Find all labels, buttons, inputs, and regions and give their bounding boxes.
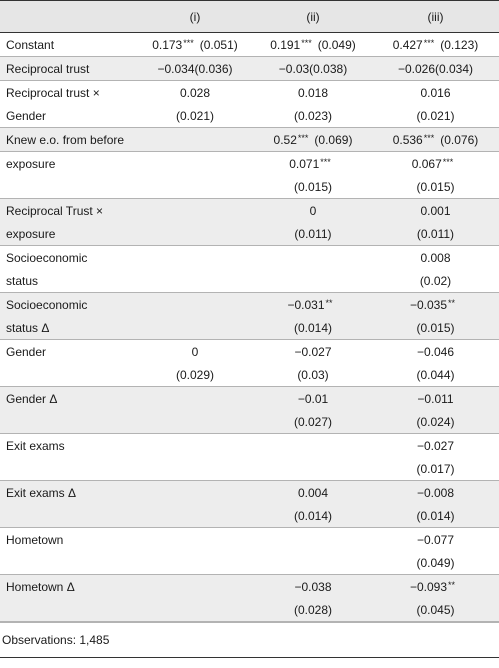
coefficient-cell [372, 598, 499, 622]
coefficient-cell [254, 175, 372, 199]
estimate-value: (0.021) [416, 108, 455, 123]
coefficient-cell [136, 104, 254, 128]
significance-stars: ** [325, 297, 333, 308]
row-label: Reciprocal Trust × [6, 203, 104, 218]
row-label: status Δ [0, 316, 136, 340]
coefficient-cell [254, 33, 372, 57]
header-cell-model-i: (i) [136, 1, 254, 33]
coefficient-cell [372, 175, 499, 199]
observations-note: Observations: 1,485 [0, 622, 499, 658]
estimate-value: −0.035 [409, 297, 448, 312]
estimate-value: (0.014) [416, 508, 455, 523]
coefficient-cell [136, 575, 254, 599]
row-label: Knew e.o. from before [0, 128, 136, 152]
coefficient-cell [254, 434, 372, 458]
estimate-value: −0.027 [294, 344, 332, 359]
coefficient-cell [254, 340, 372, 364]
estimate-value: (0.049) [416, 555, 455, 570]
estimate-value: (0.045) [416, 602, 455, 617]
coefficient-cell [136, 175, 254, 199]
table-row [0, 598, 499, 622]
standard-error-value: (0.051) [199, 37, 238, 52]
estimate-value: −0.026 [397, 61, 435, 76]
row-label: exposure [0, 222, 136, 246]
coefficient-cell [136, 128, 254, 152]
coefficient-cell [372, 575, 499, 599]
estimate-value: 0.071 [289, 156, 320, 171]
coefficient-cell [136, 504, 254, 528]
estimate-value: (0.02) [419, 273, 452, 288]
coefficient-cell [136, 246, 254, 270]
coefficient-cell [254, 481, 372, 505]
estimate-value: −0.077 [416, 532, 455, 547]
estimate-value: 0.028 [179, 85, 211, 100]
coefficient-cell [372, 57, 499, 81]
estimate-value: (0.014) [293, 320, 333, 335]
row-label: Hometown [6, 532, 64, 547]
estimate-value: −0.038 [294, 579, 332, 594]
estimate-value: (0.044) [416, 367, 455, 382]
coefficient-cell [372, 246, 499, 270]
row-label: Reciprocal trust × [6, 85, 100, 100]
table-row [0, 575, 499, 599]
row-label: Socioeconomic [6, 250, 88, 265]
coefficient-cell [254, 575, 372, 599]
estimate-value: −0.03 [278, 61, 310, 76]
significance-stars: *** [301, 37, 312, 48]
significance-stars: ** [448, 297, 456, 308]
coefficient-cell [254, 57, 372, 81]
coefficient-cell [372, 269, 499, 293]
coefficient-cell [136, 363, 254, 387]
coefficient-cell [136, 387, 254, 411]
coefficient-cell [254, 293, 372, 317]
coefficient-cell [136, 152, 254, 176]
table-row [0, 175, 499, 199]
coefficient-cell [254, 551, 372, 575]
estimate-value: 0.52 [273, 132, 297, 147]
table-row [0, 434, 499, 458]
standard-error-value: (0.034) [435, 61, 474, 76]
standard-error-value: (0.038) [309, 61, 348, 76]
estimate-value: (0.015) [293, 179, 333, 194]
table-row [0, 293, 499, 317]
coefficient-cell [372, 104, 499, 128]
header-cell-model-iii: (iii) [372, 1, 499, 33]
standard-error-value: (0.069) [314, 132, 353, 147]
row-label: Gender [0, 104, 136, 128]
row-label: Gender [6, 344, 47, 359]
estimate-value: 0.008 [420, 250, 451, 265]
estimate-value: −0.027 [416, 438, 455, 453]
estimate-value: (0.024) [416, 414, 455, 429]
coefficient-cell [372, 81, 499, 105]
coefficient-cell [372, 551, 499, 575]
header-row [0, 1, 499, 33]
significance-stars: *** [320, 156, 331, 167]
estimate-value: −0.046 [416, 344, 455, 359]
coefficient-cell [372, 340, 499, 364]
significance-stars: *** [442, 156, 454, 167]
coefficient-cell [254, 104, 372, 128]
coefficient-cell [372, 504, 499, 528]
coefficient-cell [254, 269, 372, 293]
coefficient-cell [136, 528, 254, 552]
coefficient-cell [136, 410, 254, 434]
row-label [0, 363, 136, 387]
estimate-value: (0.021) [175, 108, 215, 123]
estimate-value: −0.034 [157, 61, 195, 76]
coefficient-cell [254, 363, 372, 387]
coefficient-cell [136, 81, 254, 105]
table-row [0, 222, 499, 246]
coefficient-cell [372, 33, 499, 57]
row-label: status [0, 269, 136, 293]
row-label: Socioeconomic [6, 297, 88, 312]
row-label: Constant [0, 33, 136, 57]
estimate-value: (0.023) [293, 108, 333, 123]
estimate-value: (0.028) [293, 602, 333, 617]
standard-error-value: (0.049) [317, 37, 356, 52]
estimate-value: 0.173 [152, 37, 183, 52]
coefficient-cell [372, 434, 499, 458]
significance-stars: *** [423, 132, 435, 143]
row-label: Exit exams [6, 438, 65, 453]
table-row [0, 363, 499, 387]
table-row [0, 104, 499, 128]
estimate-value: (0.029) [175, 367, 215, 382]
coefficient-cell [136, 57, 254, 81]
row-label: Exit exams Δ [6, 485, 77, 500]
coefficient-cell [136, 33, 254, 57]
estimate-value: (0.011) [416, 226, 455, 241]
significance-stars: ** [448, 579, 456, 590]
coefficient-cell [254, 598, 372, 622]
table-row [0, 551, 499, 575]
coefficient-cell [372, 528, 499, 552]
significance-stars: *** [423, 37, 435, 48]
estimate-value: (0.014) [293, 508, 333, 523]
table-header [0, 1, 499, 33]
table-row [0, 387, 499, 411]
coefficient-cell [136, 293, 254, 317]
estimate-value: 0.001 [420, 203, 451, 218]
row-label: Hometown Δ [6, 579, 75, 594]
standard-error-value: (0.076) [440, 132, 479, 147]
estimate-value: −0.008 [416, 485, 455, 500]
table-row [0, 457, 499, 481]
coefficient-cell [136, 222, 254, 246]
row-label [0, 504, 136, 528]
estimate-value: 0.018 [297, 85, 329, 100]
coefficient-cell [254, 199, 372, 223]
header-cell-model-ii: (ii) [254, 1, 372, 33]
row-label [0, 175, 136, 199]
row-label: Reciprocal trust [0, 57, 136, 81]
estimate-value: 0.016 [420, 85, 451, 100]
table-row [0, 504, 499, 528]
table-row [0, 246, 499, 270]
estimate-value: (0.027) [293, 414, 333, 429]
estimate-value: −0.01 [297, 391, 329, 406]
coefficient-cell [372, 128, 499, 152]
coefficient-cell [372, 293, 499, 317]
table-row [0, 33, 499, 57]
table-row [0, 57, 499, 81]
row-label [0, 551, 136, 575]
coefficient-cell [254, 152, 372, 176]
coefficient-cell [372, 410, 499, 434]
estimate-value: 0.191 [270, 37, 301, 52]
coefficient-cell [136, 598, 254, 622]
coefficient-cell [254, 128, 372, 152]
coefficient-cell [254, 528, 372, 552]
coefficient-cell [136, 199, 254, 223]
table-row [0, 199, 499, 223]
estimate-value: 0.536 [392, 132, 423, 147]
estimate-value: 0.067 [411, 156, 442, 171]
estimate-value: (0.015) [416, 179, 455, 194]
estimate-value: 0.004 [297, 485, 329, 500]
estimate-value: (0.03) [297, 367, 329, 382]
table-body [0, 33, 499, 622]
table-row [0, 528, 499, 552]
coefficient-cell [372, 152, 499, 176]
estimate-value: −0.011 [417, 391, 454, 406]
coefficient-cell [372, 481, 499, 505]
coefficient-cell [254, 246, 372, 270]
estimate-value: (0.011) [294, 226, 332, 241]
estimate-value: −0.031 [287, 297, 325, 312]
table-row [0, 410, 499, 434]
coefficient-cell [372, 222, 499, 246]
table-row [0, 481, 499, 505]
coefficient-cell [136, 481, 254, 505]
standard-error-value: (0.036) [194, 61, 233, 76]
table-row [0, 128, 499, 152]
coefficient-cell [254, 410, 372, 434]
coefficient-cell [254, 222, 372, 246]
table-row [0, 340, 499, 364]
coefficient-cell [136, 551, 254, 575]
coefficient-cell [372, 387, 499, 411]
header-cell-label [0, 1, 136, 33]
coefficient-cell [254, 457, 372, 481]
table-row [0, 316, 499, 340]
coefficient-cell [372, 199, 499, 223]
estimate-value: (0.015) [416, 320, 455, 335]
estimate-value: (0.017) [416, 461, 455, 476]
row-label [0, 410, 136, 434]
coefficient-cell [254, 387, 372, 411]
coefficient-cell [254, 504, 372, 528]
estimate-value: −0.093 [409, 579, 448, 594]
table-row [0, 269, 499, 293]
coefficient-cell [136, 316, 254, 340]
estimate-value: 0 [191, 344, 199, 359]
row-label [0, 457, 136, 481]
estimate-value: 0 [309, 203, 317, 218]
row-label: exposure [6, 156, 56, 171]
coefficient-cell [372, 457, 499, 481]
significance-stars: *** [297, 132, 309, 143]
coefficient-cell [136, 434, 254, 458]
coefficient-cell [254, 81, 372, 105]
significance-stars: *** [183, 37, 194, 48]
row-label [0, 598, 136, 622]
coefficient-cell [136, 269, 254, 293]
coefficient-cell [136, 457, 254, 481]
coefficient-cell [372, 316, 499, 340]
standard-error-value: (0.123) [440, 37, 479, 52]
table-row [0, 81, 499, 105]
coefficient-cell [254, 316, 372, 340]
coefficient-cell [372, 363, 499, 387]
table-row [0, 152, 499, 176]
coefficient-cell [136, 340, 254, 364]
row-label: Gender Δ [6, 391, 58, 406]
estimate-value: 0.427 [392, 37, 423, 52]
